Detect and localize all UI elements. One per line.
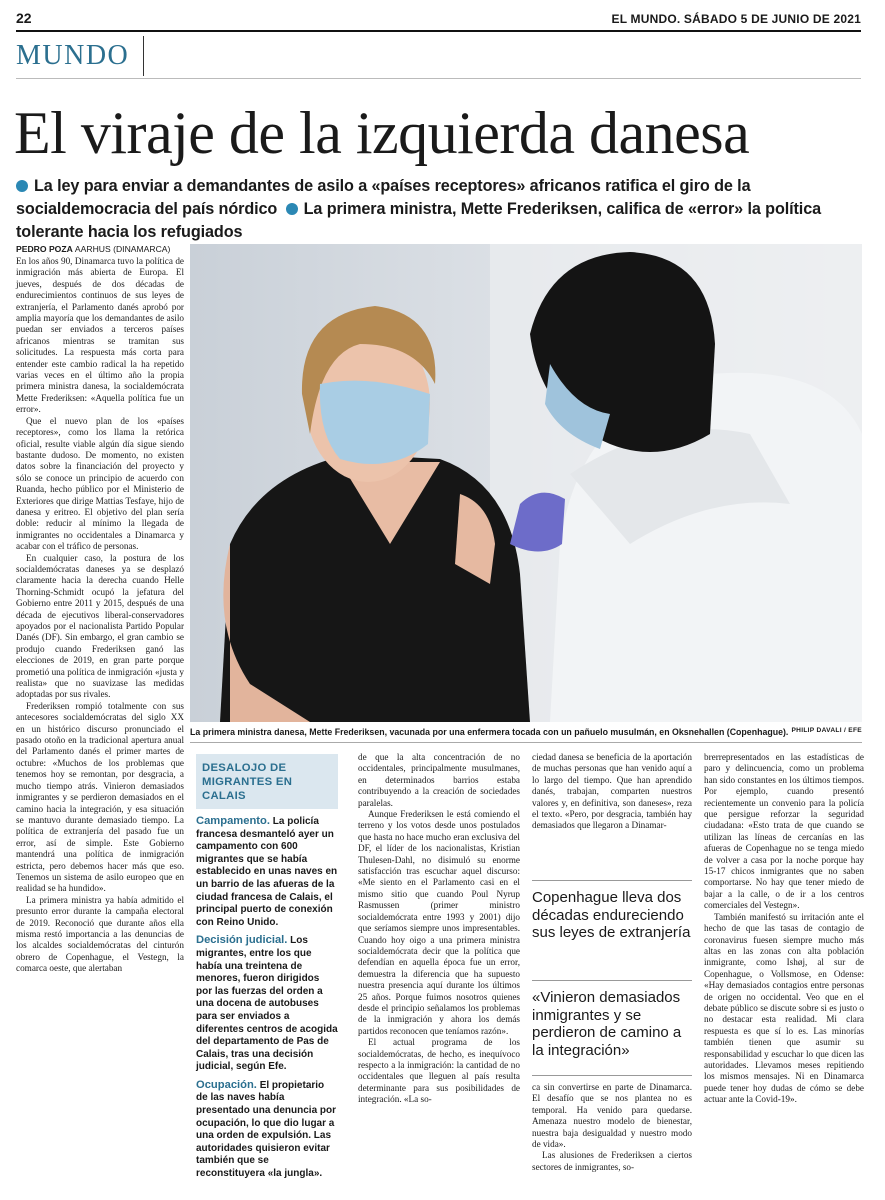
photo-credit: PHILIP DAVALI / EFE — [791, 727, 862, 734]
article-column-3 — [358, 752, 520, 1106]
sidebar-item — [196, 1079, 338, 1181]
deck-part-1: La ley para enviar a demandantes de asilo a «países receptores» africanos ratifica el giro de la socialdemocracia del país nórdico — [16, 177, 751, 218]
article-column-5 — [704, 752, 864, 1106]
paragraph: de que la alta concentración de no occidentales, principalmente musulmanes, en determinados barrios estaba contribuyendo a la creación de sociedades paralelas. — [358, 752, 520, 808]
byline-location: AARHUS (DINAMARCA) — [74, 244, 171, 254]
sidebar-box — [196, 754, 338, 1186]
sidebar-title: DESALOJO DE MIGRANTES EN CALAIS — [196, 754, 338, 809]
sidebar-body — [196, 815, 338, 1181]
paragraph: También manifestó su irritación ante el hecho de que las tasas de contagio de coronavirus fuesen siempre mucho más altas en las zonas con alta población inmigrante, como Ishøj, al sur de Copenhague, o Vollsmose, en Odense: «Hay demasiados contagios entre personas de origen no occidental. Veo que en el debate público se discute sobre si es justo o no destacar esta realidad. Mi clara respuesta es que sí lo es. Las minorías también tienen que asumir su responsabilidad y escuchar lo que dicen las autoridades. Llevamos meses repitiendo los mismos mensajes. Ni en Dinamarca puede tener hoy dudas de cómo se debe actuar ante la Covid-19». — [704, 911, 864, 1105]
photo-caption — [190, 727, 862, 737]
paragraph: En cualquier caso, la postura de los socialdemócratas daneses ya se desplazó claramente hacia la derecha cuando Helle Thorning-Schmidt ocupó la jefatura del Gobierno entre 2011 y 2015, después de una década de ejecutivos liberal-conservadores apoyados por el nacionalista Partido Popular Danés (DF). Sin embargo, el gran cambio se produjo cuando Frederiksen ganó las elecciones de 2019, en gran parte porque prometió una política de inmigración «justa y realista» que no suavizase las medidas adoptadas por sus rivales. — [16, 552, 184, 700]
article-photo — [190, 244, 862, 722]
section-rule — [16, 78, 861, 79]
pull-quote-2: «Vinieron demasiados inmigrantes y se perdieron de camino a la integración» — [532, 980, 692, 1059]
paragraph: El actual programa de los socialdemócratas, de hecho, es inequívoco respecto a la inmigración: la cantidad de no occidentales que lleguen al país resulta determinante para sus posibilidades de integración. «La so- — [358, 1037, 520, 1105]
masthead-date: EL MUNDO. SÁBADO 5 DE JUNIO DE 2021 — [611, 12, 861, 26]
sidebar-item-text: Los migrantes, entre los que había una treintena de menores, fueron dirigidos por las fuerzas del orden a una docena de autobuses para ser enviados a diferentes centros de acogida del departamento de Pas de Calais, tras una decisión judicial, según Efe. — [196, 935, 338, 1073]
page-number: 22 — [16, 10, 32, 26]
paragraph: Aunque Frederiksen le está comiendo el terreno y los votos desde unos postulados que hasta no hace mucho eran exclusiva del DF, el líder de los nacionalistas, Kristian Thulesen-Dahl, no disimuló su enorme satisfacción tras escuchar aquel discurso: «Me siento en el Parlamento casi en el mismo sitio que cuando Poul Nyrup Rasmussen (primer ministro socialdemócrata entre 1993 y 2001) dijo que seríamos siempre unos impresentables. Cuando hoy oigo a una primera ministra socialdemócrata decir que la política que defendían en aquella época fue un error, demuestra la diferencia que ha supuesto nuestra presencia aquí durante los últimos 25 años. Porque fuimos nosotros quienes desde el principio señalamos los problemas de la inmigración y ahora los demás partidos reconocen que teníamos razón». — [358, 809, 520, 1036]
sidebar-item — [196, 934, 338, 1074]
pull-quote-1: Copenhague lleva dos décadas endureciendo sus leyes de extranjería — [532, 880, 692, 942]
paragraph: Las alusiones de Frederiksen a ciertos sectores de inmigrantes, so- — [532, 1150, 692, 1172]
article-column-1 — [16, 256, 184, 975]
article-column-4-bottom — [532, 1082, 692, 1173]
pull-quote-rule — [532, 1075, 692, 1076]
byline-author: PEDRO POZA — [16, 244, 73, 254]
sidebar-item-text: El propietario de las naves había presentado una denuncia por ocupación, lo que dio lugar a una orden de expulsión. Las autoridades quisieron evitar también que se reconstituyera «la jungla». — [196, 1079, 337, 1180]
deck-part-2: La primera ministra, Mette Frederiksen, califica de «error» la política tolerante hacia los refugiados — [16, 200, 822, 241]
paragraph: brerrepresentados en las estadísticas de paro y delincuencia, como un problema han sido constantes en los últimos tiempos. Por ejemplo, cuando presentó recientemente un convenio para la policía que persigue reforzar la seguridad ciudadana: «Esto trata de que cuando se utilizan las líneas de cercanías en las afueras de Copenhague no se tenga miedo de volver a casa por la noche porque hay 15-17 chicos inmigrantes que no saben comportarse. No hay que tener miedo de bajar a la calle, o de ir a los centros comerciales del Vestegn». — [704, 752, 864, 911]
paragraph: Frederiksen rompió totalmente con sus antecesores socialdemócratas del siglo XX en un histórico discurso pronunciado el pasado otoño en la tradicional apertura anual del Parlamento danés el primer martes de octubre: «Muchos de los problemas que tenemos hoy se remontan, por desgracia, a mucho tiempo atrás. Vinieron demasiados inmigrantes y se perdieron demasiados en el camino hacia la integración, y esa situación se mantuvo durante demasiado tiempo. La política de extranjería del pasado fue un error, así de simple. Este Gobierno mantendrá una política de inmigración estricta, pero debemos hacer más que eso. Tenemos un sistema de asilo europeo que en realidad se ha hundido». — [16, 700, 184, 894]
paragraph: La primera ministra ya había admitido el presunto error durante la campaña electoral de 2019. Reconoció que durante años ella misma restó importancia a las denuncias de los alcaldes socialdemócratas del cinturón obrero de Copenhague, el Vestegn, la comarca oeste, que alertaban — [16, 894, 184, 974]
sidebar-item — [196, 815, 338, 929]
article-column-4-top — [532, 752, 692, 832]
caption-rule — [190, 742, 862, 743]
sidebar-keyword: Decisión judicial. — [196, 934, 288, 947]
byline — [16, 244, 186, 254]
headline: El viraje de la izquierda danesa — [14, 100, 750, 166]
top-rule — [16, 30, 861, 32]
sidebar-keyword: Ocupación. — [196, 1078, 257, 1091]
sidebar-keyword: Campamento. — [196, 815, 270, 827]
sidebar-item-text: La policía francesa desmanteló ayer un campamento con 600 migrantes que se había establecido en unas naves en un barrio de las afueras de la ciudad francesa de Calais, el principal puerto de conexión con Reino Unido. — [196, 816, 338, 928]
paragraph: ciedad danesa se beneficia de la aportación de muchas personas que han venido aquí a lo largo del tiempo. Que han aprendido danés, trabajan, comparten nuestros valores y, en definitiva, son daneses», reza el texto. «Pero, por desgracia, también hay demasiados que llegaron a Dinamar- — [532, 752, 692, 831]
caption-text: La primera ministra danesa, Mette Frederiksen, vacunada por una enfermera tocada con un pañuelo musulmán, en Oksnehallen (Copenhague). — [190, 727, 789, 737]
photo-illustration — [190, 244, 862, 722]
paragraph: ca sin convertirse en parte de Dinamarca. El desafío que se nos plantea no es temporal. Ha venido para quedarse. Amenaza nuestro modelo de bienestar, nuestra baja desigualdad y nuestro modo de vida». — [532, 1082, 692, 1150]
bullet-dot-icon — [16, 180, 28, 192]
paragraph: Que el nuevo plan de los «países receptores», como los llama la retórica oficial, resulte viable algún día sigue siendo bastante dudoso. De momento, no existen datos sobre la financiación del proyecto y sólo se conoce un principio de acuerdo con Ruanda, hecho público por el Ministerio de Exteriores que dirige Mattias Tesfaye, hijo de danesa y eritreo. El objetivo del plan sería doble: reducir al mínimo la llegada de inmigrantes no occidentales a Dinamarca y acabar con el tráfico de personas. — [16, 415, 184, 552]
section-label: MUNDO — [16, 36, 144, 76]
paragraph: En los años 90, Dinamarca tuvo la política de inmigración más abierta de Europa. El jueves, después de dos décadas de endurecimientos continuos de sus leyes de extranjería, el Parlamento danés aprobó por amplia mayoría que los demandantes de asilo puedan ser enviados a terceros países africanos mientras se tramitan sus solicitudes. La respuesta más corta para entender este cambio radical la ha repetido varias veces en el último año la propia primera ministra danesa, la socialdemócrata Mette Frederiksen: «Aquella política fue un error». — [16, 256, 184, 415]
bullet-dot-icon — [286, 203, 298, 215]
deck — [16, 175, 866, 244]
